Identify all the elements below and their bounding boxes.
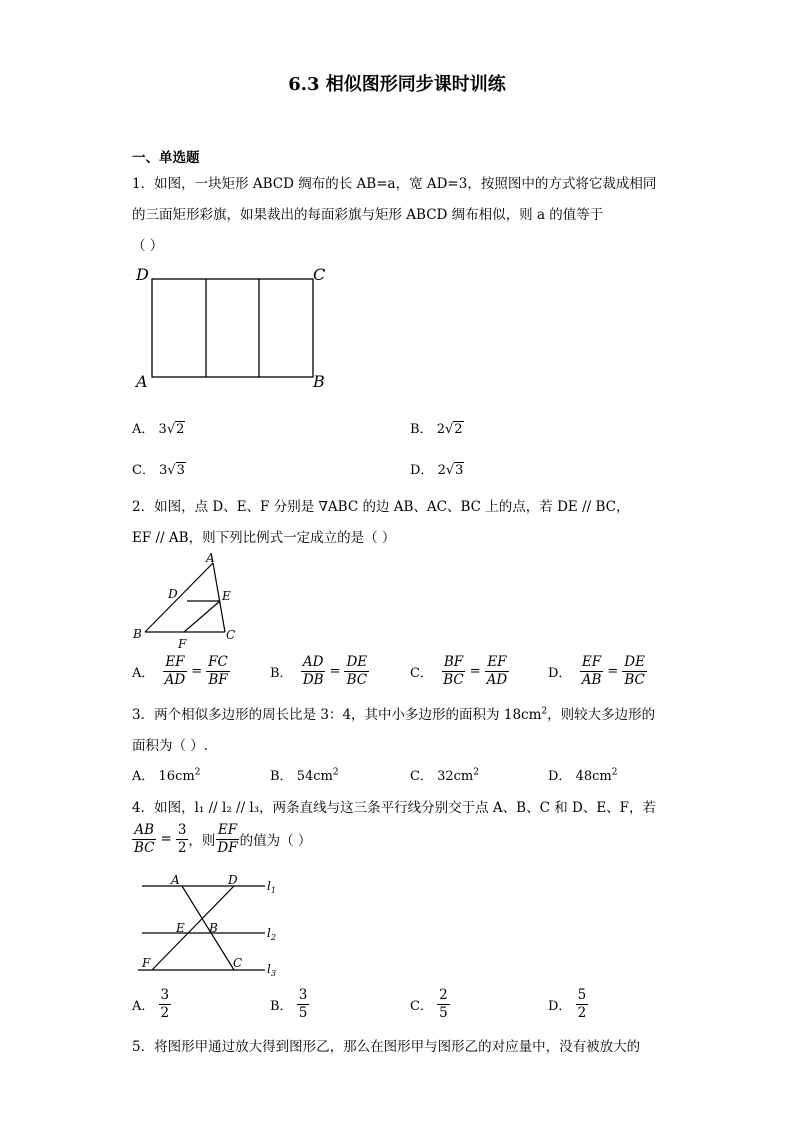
q1-label-d: D (136, 265, 149, 284)
q3-stem-line1: 3．两个相似多边形的周长比是 3：4，其中小多边形的面积为 $18cm^2$，则较大多边形的 (132, 706, 656, 723)
q4-option-b[interactable]: B． $\frac{3}{5}$ (270, 987, 308, 1021)
q2-label-b: B (133, 627, 142, 641)
q4-label-c: C (233, 956, 243, 970)
q4-label-d: D (228, 873, 238, 887)
q2-stem-line2: EF // AB，则下列比例式一定成立的是（ ） (132, 530, 396, 546)
q2-option-d[interactable]: D． $\frac{EF}{AB}$ = $\frac{DE}{BC}$ (548, 654, 645, 688)
q2-label-a: A (206, 551, 215, 565)
q4-option-a[interactable]: A． $\frac{3}{2}$ (132, 987, 170, 1021)
q2-option-a[interactable]: A． $\frac{EF}{AD}$ = $\frac{FC}{BF}$ (132, 654, 228, 688)
section-heading: 一、单选题 (132, 150, 200, 166)
q3-stem-line2: 面积为（ ）. (132, 738, 209, 754)
q3-option-a[interactable]: A． $16cm^2$ (132, 767, 201, 784)
q1-option-c[interactable]: C． 3√3 (132, 463, 185, 478)
q4-label-l2: $l_2$ (267, 926, 276, 942)
page-title: 6.3 相似图形同步课时训练 (288, 74, 506, 95)
q2-option-b[interactable]: B． $\frac{AD}{DB}$ = $\frac{DE}{BC}$ (270, 654, 368, 688)
q3-option-d[interactable]: D． $48cm^2$ (548, 767, 618, 784)
q4-label-f: F (142, 956, 151, 970)
q4-option-d[interactable]: D． $\frac{5}{2}$ (548, 987, 587, 1021)
q2-label-f: F (178, 637, 187, 651)
q1-stem-line1: 1．如图，一块矩形 ABCD 绸布的长 AB=a，宽 AD=3，按照图中的方式将它裁成相同 (132, 176, 657, 192)
q1-option-d[interactable]: D． 2√3 (410, 463, 464, 478)
q2-label-d: D (168, 587, 178, 601)
q1-stem-line2: 的三面矩形彩旗，如果裁出的每面彩旗与矩形 ABCD 绸布相似，则 a 的值等于 (132, 207, 604, 223)
q3-option-c[interactable]: C． $32cm^2$ (410, 767, 479, 784)
q4-label-b: B (209, 921, 218, 935)
q4-label-a: A (171, 873, 180, 887)
q1-label-b: B (313, 372, 325, 391)
q2-stem-line1: 2．如图，点 D、E、F 分别是 ∇ABC 的边 AB、AC、BC 上的点，若 DE // BC， (132, 499, 630, 515)
q5-stem-line1: 5．将图形甲通过放大得到图形乙，那么在图形甲与图形乙的对应量中，没有被放大的 (132, 1039, 641, 1055)
q4-label-l3: $l_3$ (267, 962, 276, 978)
q1-label-c: C (313, 265, 326, 284)
q4-parallel-lines-figure (130, 870, 290, 980)
q2-label-c: C (226, 628, 236, 642)
q1-rectangle-figure (130, 262, 330, 392)
q4-option-c[interactable]: C． $\frac{2}{5}$ (410, 987, 448, 1021)
q4-label-e: E (176, 921, 185, 935)
q4-label-l1: $l_1$ (267, 879, 276, 895)
q3-option-b[interactable]: B． $54cm^2$ (270, 767, 339, 784)
q4-stem-line1: 4．如图，l₁ // l₂ // l₃，两条直线与这三条平行线分别交于点 A、B、C 和 D、E、F，若 (132, 800, 657, 816)
q4-stem-line2: $\frac{AB}{BC}$ = $\frac{3}{2}$ ，则 $\frac{EF}{DF}$ 的值为（ ） (134, 822, 312, 856)
q1-option-a[interactable]: A． 3√2 (132, 422, 185, 437)
q1-option-b[interactable]: B． 2√2 (410, 422, 463, 437)
q1-stem-line3: （ ） (132, 238, 164, 254)
q2-triangle-figure (128, 548, 248, 652)
q1-label-a: A (136, 372, 148, 391)
q2-label-e: E (222, 589, 231, 603)
q2-option-c[interactable]: C． $\frac{BF}{BC}$ = $\frac{EF}{AD}$ (410, 654, 508, 688)
